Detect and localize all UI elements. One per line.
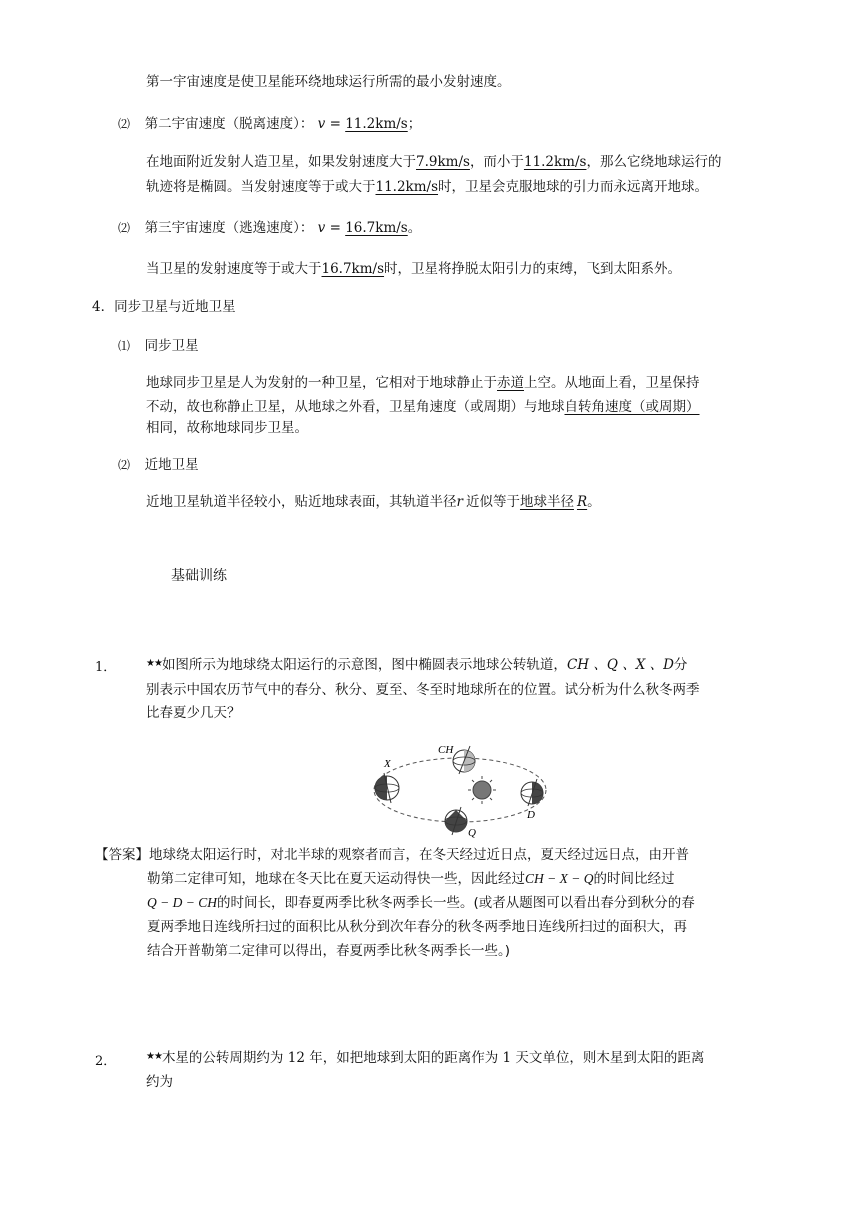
third-velocity-para [146, 259, 681, 279]
section-title: 基础训练 [171, 568, 227, 584]
text-span: ，那么它绕地球运行的 [586, 154, 722, 170]
text-span: 不动，故也称静止卫星，从地球之外看，卫星角速度（或周期）与地球 [146, 399, 565, 415]
punctuation: 。 [407, 220, 422, 236]
underlined-value: 11.2km/s [375, 179, 439, 195]
text-span: 的时间比经过 [593, 871, 675, 887]
item-label: 同步卫星 [144, 338, 199, 354]
text-span: 分 [673, 657, 688, 673]
difficulty-stars: ★★ [146, 1051, 162, 1062]
item-number: ⑴ [118, 339, 131, 353]
answer-line2 [95, 867, 775, 891]
path-symbols: CH − X − Q [525, 871, 594, 886]
question-number: 2． [95, 1054, 117, 1069]
item-label: 第二宇宙速度（脱离速度）： [144, 116, 314, 132]
earth-q-icon [445, 807, 467, 835]
sync-satellite-para-line3: 相同，故称地球同步卫星。 [146, 420, 308, 436]
text-span: 当卫星的发射速度等于或大于 [146, 261, 322, 277]
answer-line3 [95, 891, 775, 915]
velocity-symbol: v [317, 116, 326, 132]
item-number: ⑵ [118, 221, 131, 235]
item-label: 第三宇宙速度（逃逸速度）： [144, 220, 314, 236]
question-1-line3: 比春夏少几天？ [146, 705, 241, 721]
text-span: 勒第二定律可知，地球在冬天比在夏天运动得快一些，因此经过 [147, 871, 525, 887]
text-span: 时，卫星将挣脱太阳引力的束缚，飞到太阳系外。 [384, 261, 682, 277]
label-q: Q [468, 827, 476, 839]
near-earth-satellite-para [146, 492, 601, 512]
text-span: 。 [587, 494, 601, 510]
question-2-line1 [146, 1047, 704, 1068]
second-velocity-para-line1 [146, 152, 721, 172]
answer-line4: 夏两季地日连线所扫过的面积比从秋分到次年春分的秋冬两季地日连线所扫过的面积大，再 [147, 919, 687, 935]
text-span: ，而小于 [469, 154, 524, 170]
text-span: 时，卫星会克服地球的引力而永远离开地球。 [438, 179, 709, 195]
text-span: 地球同步卫星是人为发射的一种卫星，它相对于地球静止于 [146, 375, 497, 391]
equals-sign: = [325, 116, 346, 132]
second-cosmic-velocity-heading [118, 114, 421, 134]
sync-satellite-para-line1 [146, 373, 700, 393]
path-symbols: Q − D − CH [147, 895, 217, 910]
text-span: 木星的公转周期约为 12 年，如把地球到太阳的距离作为 1 天文单位，则木星到太阳的距离 [161, 1050, 705, 1066]
item-number: ⑵ [118, 117, 131, 131]
sync-satellite-para-line2 [146, 397, 700, 417]
underlined-value: 16.7km/s [321, 261, 385, 277]
first-cosmic-velocity-text: 第一宇宙速度是使卫星能环绕地球运行所需的最小发射速度。 [146, 74, 511, 90]
text-span: 地球绕太阳运行时，对北半球的观察者而言，在冬天经过近日点，夏天经过远日点，由开普 [149, 847, 689, 863]
answer-line1 [95, 843, 775, 867]
earth-x-icon [375, 773, 399, 803]
underlined-term: 地球半径 R [519, 494, 588, 510]
text-span: 如图所示为地球绕太阳运行的示意图，图中椭圆表示地球公转轨道， [161, 657, 567, 673]
underlined-value: 7.9km/s [416, 154, 470, 170]
velocity-value: 16.7km/s [345, 220, 408, 236]
answer-tag: 【答案】 [95, 847, 149, 863]
position-symbols: CH 、Q 、X 、D [566, 657, 674, 673]
velocity-value: 11.2km/s [345, 116, 408, 132]
text-span: 轨迹将是椭圆。当发射速度等于或大于 [146, 179, 376, 195]
text-span: 近似等于 [465, 494, 520, 510]
label-x: X [384, 758, 391, 770]
text-span: 上空。从地面上看，卫星保持 [524, 375, 700, 391]
section-4-heading: 4．同步卫星与近地卫星 [92, 299, 236, 315]
label-ch: CH [438, 744, 454, 756]
question-1-line2: 别表示中国农历节气中的春分、秋分、夏至、冬至时地球所在的位置。试分析为什么秋冬两季 [146, 682, 700, 698]
radius-symbol: r [456, 494, 463, 510]
answer-line5: 结合开普勒第二定律可以得出，春夏两季比秋冬两季长一些。) [147, 943, 511, 959]
third-cosmic-velocity-heading [118, 218, 421, 238]
answer-block [95, 843, 775, 963]
velocity-symbol: v [317, 220, 326, 236]
underlined-term: 赤道 [497, 375, 524, 391]
item-label: 近地卫星 [144, 457, 199, 473]
earth-ch-icon [453, 746, 475, 774]
text-span: 近地卫星轨道半径较小，贴近地球表面，其轨道半径 [146, 494, 457, 510]
sync-satellite-heading [118, 336, 199, 356]
text-span: 在地面附近发射人造卫星，如果发射速度大于 [146, 154, 416, 170]
item-number: ⑵ [118, 458, 131, 472]
underlined-value: 11.2km/s [523, 154, 587, 170]
second-velocity-para-line2 [146, 177, 708, 197]
question-2-line2: 约为 [146, 1074, 173, 1090]
near-earth-satellite-heading [118, 455, 199, 475]
sun-icon [468, 776, 496, 804]
equals-sign: = [325, 220, 346, 236]
earth-orbit-figure [360, 740, 560, 840]
difficulty-stars: ★★ [146, 658, 162, 669]
underlined-term: 自转角速度（或周期） [564, 399, 700, 415]
earth-d-icon [521, 779, 543, 806]
punctuation: ； [407, 116, 422, 132]
text-span: 的时间长，即春夏两季比秋冬两季长一些。(或者从题图可以看出春分到秋分的春 [216, 895, 695, 911]
label-d: D [527, 809, 535, 821]
question-1-line1 [146, 654, 687, 675]
question-number: 1． [95, 660, 117, 675]
